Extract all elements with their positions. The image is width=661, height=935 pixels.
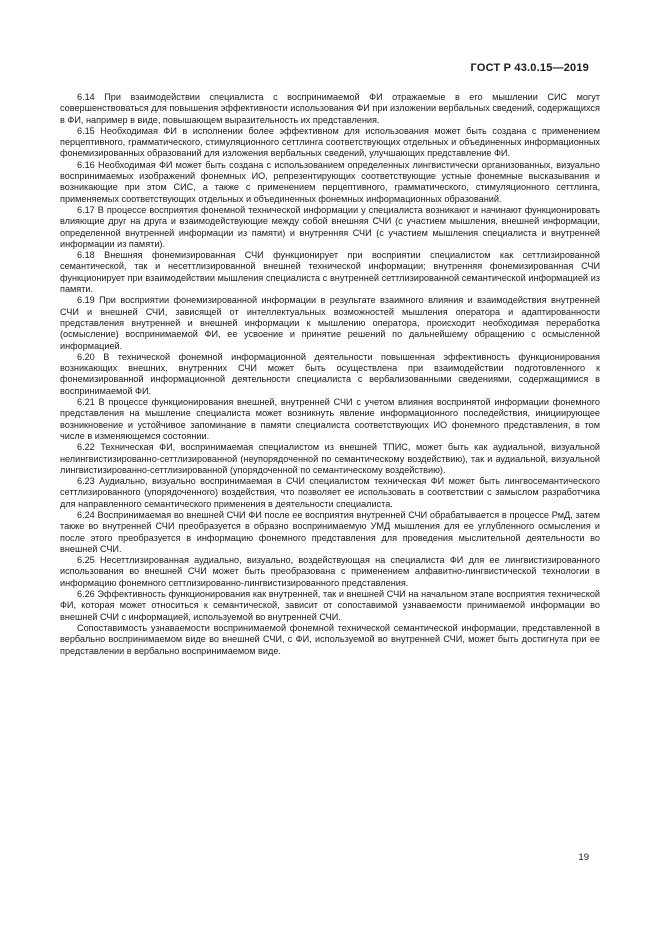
paragraph-6-14: 6.14 При взаимодействии специалиста с воспринимаемой ФИ отражаемые в его мышлении СИС могут совершенствоваться для повышения эффективности использования ФИ при изложении вербальных сведений, содержащихся в ФИ, например в виде, повышающем выразительность их представления. — [60, 92, 600, 125]
paragraph-6-15: 6.15 Необходимая ФИ в исполнении более эффективном для использования может быть создана с применением перцептивного, грамматического, стимуляционного сеттлинга соответствующих отдельных и объединенных информационных фонемизированных образований для изложения вербальных сведений, улучшающих представление ФИ. — [60, 125, 600, 159]
paragraph-6-23: 6.23 Аудиально, визуально воспринимаемая в СЧИ специалистом техническая ФИ может быть лингвосемантического сеттлизированного (упорядоченного) воздействия, что позволяет ее использовать в соответствии с замыслом разработчика для направленного семантического применения в деятельности специалиста. — [60, 476, 600, 509]
document-body — [60, 92, 600, 657]
paragraph-6-20: 6.20 В технической фонемной информационной деятельности повышенная эффективность функционирования возникающих внешних, внутренних СЧИ может быть осуществлена при взаимодействии подготовленного к фонемизированной информационной деятельности специалиста с вербализованными сведениями, содержащимися в воспринимаемой ФИ. — [60, 351, 600, 396]
document-code-header: ГОСТ Р 43.0.15—2019 — [470, 62, 589, 74]
paragraph-6-24: 6.24 Воспринимаемая во внешней СЧИ ФИ после ее восприятия внутренней СЧИ обрабатывается в процессе РмД, затем также во внутренней СЧИ преобразуется в образно воспринимаемую УМД мышления для ее углубленного осмысления и после этого преобразуется в информацию фонемного представления для проведения мыслительной деятельности во внешней СЧИ. — [60, 509, 600, 554]
paragraph-comparability: Сопоставимость узнаваемости воспринимаемой фонемной технической семантической информации, представленной в вербально воспринимаемом виде во внешней СЧИ, с ФИ, используемой во внутренней СЧИ, может быть достигнута при ее представлении в вербально воспринимаемом виде. — [60, 622, 600, 656]
paragraph-6-25: 6.25 Несеттлизированная аудиально, визуально, воздействующая на специалиста ФИ для ее лингвистизированного использования во внешней СЧИ может быть преобразована с применением алфавитно-лингвистической технологии в информацию фонемного сеттлизированно-лингвистизированного представления. — [60, 555, 600, 588]
paragraph-6-17: 6.17 В процессе восприятия фонемной технической информации у специалиста возникают и начинают функционировать влияющие друг на друга и взаимодействующие между собой внешняя СЧИ (с участием мышления, внешней информации, определенной внутренней информации из памяти) и внутренняя СЧИ (с участием мышления специалиста и внутренней информации из памяти). — [60, 204, 600, 249]
paragraph-6-19: 6.19 При восприятии фонемизированной информации в результате взаимного влияния и взаимодействия внутренней СЧИ и внешней СЧИ, зависящей от интеллектуальных возможностей мышления оператора и адаптированности представления внутренней и внешней информации к мышлению оператора, происходит необходимая переработка (осмысление) воспринимаемой ФИ, ее усвоение и принятие решений по дальнейшему обращению с осмысленной информацией. — [60, 295, 600, 351]
paragraph-6-18: 6.18 Внешняя фонемизированная СЧИ функционирует при восприятии специалистом как сеттлизированной семантической, так и несеттлизированной внешней технической информации; внутренняя фонемизированная СЧИ функционирует при взаимодействии мышления специалиста с внутренней сеттлизированной семантической информацией из памяти. — [60, 250, 600, 295]
paragraph-6-16: 6.16 Необходимая ФИ может быть создана с использованием определенных лингвистически организованных, визуально воспринимаемых изображений фонемных ИО, репрезентирующих соответствующие устные фонемные высказывания и возникающие при этом СИС, а также с применением перцептивного, грамматического, стимуляционного сеттлинга, применяемых соответствующих отдельных и объединенных фонемных информационных образований. — [60, 159, 600, 204]
paragraph-6-21: 6.21 В процессе функционирования внешней, внутренней СЧИ с учетом влияния воспринятой информации фонемного представления на мышление специалиста может возникнуть явление информационного последействия, инициирующее возникновение и устойчивое запоминание в памяти специалиста соответствующих ИО фонемного представления, в том числе в изменяющемся состоянии. — [60, 397, 600, 441]
paragraph-6-26: 6.26 Эффективность функционирования как внутренней, так и внешней СЧИ на начальном этапе восприятия технической ФИ, которая может относиться к семантической, зависит от сопоставимой узнаваемости принимаемой информации во внешней СЧИ с информацией, используемой во внутренней СЧИ. — [60, 589, 600, 622]
paragraph-6-22: 6.22 Техническая ФИ, воспринимаемая специалистом из внешней ТПИС, может быть как аудиальной, визуальной нелингвистизированно-сеттлизированной (неупорядоченной по семантическому воздействию), так и аудиальной, визуальной лингвистизированно-сеттлизированной (упорядоченной по семантическому воздействию). — [60, 442, 600, 475]
page-number: 19 — [578, 852, 589, 863]
